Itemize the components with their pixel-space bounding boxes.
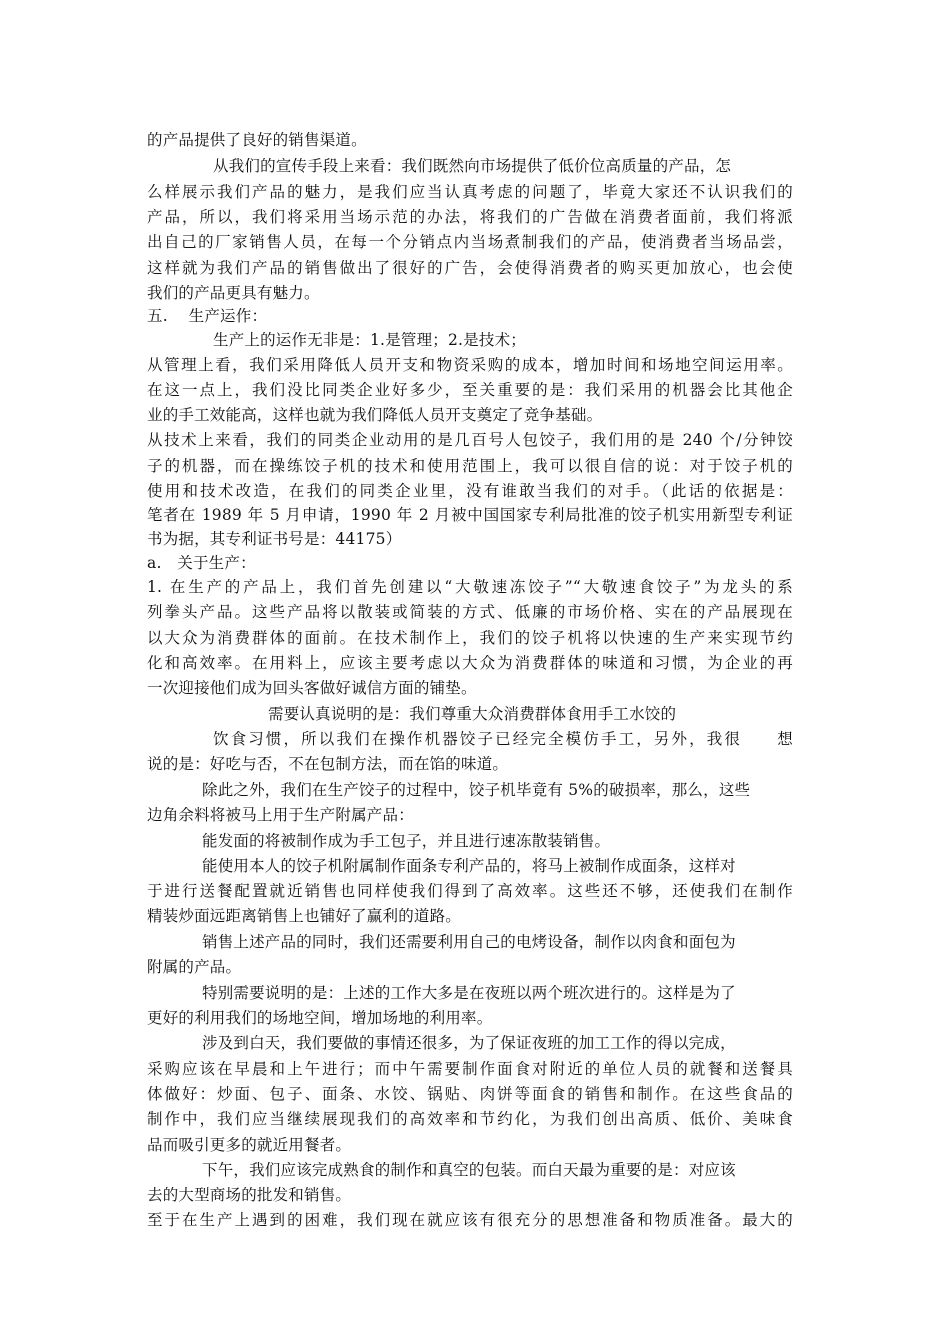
text-line: 去的大型商场的批发和销售。 (147, 1186, 352, 1204)
text-line: 子的机器，而在操练饺子机的技术和使用范围上，我可以很自信的说：对于饺子机的 (147, 457, 793, 475)
text-line: 一次迎接他们成为回头客做好诚信方面的铺垫。 (147, 679, 477, 697)
text-line: 从我们的宣传手段上来看：我们既然向市场提供了低价位高质量的产品，怎 (213, 157, 732, 175)
text-line: 使用和技术改造，在我们的同类企业里，没有谁敢当我们的对手。（此话的依据是： (147, 482, 793, 500)
text-line: 附属的产品。 (147, 958, 242, 976)
text-line: 生产上的运作无非是：1.是管理；2.是技术； (213, 331, 526, 349)
text-line: 列拳头产品。这些产品将以散装或简装的方式、低廉的市场价格、实在的产品展现在 (147, 603, 793, 621)
text-line: 更好的利用我们的场地空间，增加场地的利用率。 (147, 1009, 493, 1027)
text-line: 需要认真说明的是：我们尊重大众消费群体食用手工水饺的 (268, 705, 677, 723)
text-line: 下午，我们应该完成熟食的制作和真空的包装。而白天最为重要的是：对应该 (202, 1161, 736, 1179)
text-line: 能使用本人的饺子机附属制作面条专利产品的，将马上被制作成面条，这样对 (202, 857, 736, 875)
text-line: 出自己的厂家销售人员，在每一个分销点内当场煮制我们的产品，使消费者当场品尝， (147, 233, 793, 251)
text-line: 品而吸引更多的就近用餐者。 (147, 1136, 352, 1154)
section-heading: 五. 生产运作： (147, 307, 268, 325)
text-line: 以大众为消费群体的面前。在技术制作上，我们的饺子机将以快速的生产来实现节约 (147, 629, 793, 647)
text-line: 从技术上来看，我们的同类企业动用的是几百号人包饺子，我们用的是 240 个/分钟饺 (147, 431, 793, 449)
text-line: 精装炒面远距离销售上也铺好了赢利的道路。 (147, 907, 462, 925)
text-line: 能发面的将被制作成为手工包子，并且进行速冻散装销售。 (202, 832, 611, 850)
text-line: 体做好：炒面、包子、面条、水饺、锅贴、肉饼等面食的销售和制作。在这些食品的 (147, 1085, 793, 1103)
subsection-heading: a. 关于生产： (147, 554, 256, 572)
text-line: 于进行送餐配置就近销售也同样使我们得到了高效率。这些还不够，还使我们在制作 (147, 882, 793, 900)
text-line: 书为据，其专利证书号是：44175） (147, 530, 402, 548)
text-line: 边角余料将被马上用于生产附属产品： (147, 806, 414, 824)
text-line: 的产品提供了良好的销售渠道。 (147, 131, 367, 149)
text-line: 特别需要说明的是：上述的工作大多是在夜班以两个班次进行的。这样是为了 (202, 984, 736, 1002)
text-line: 说的是：好吃与否，不在包制方法，而在馅的味道。 (147, 755, 509, 773)
text-line: 涉及到白天，我们要做的事情还很多，为了保证夜班的加工工作的得以完成， (202, 1034, 736, 1052)
text-line: 饮食习惯，所以我们在操作机器饺子已经完全模仿手工，另外，我很 想 (213, 730, 793, 748)
text-line: 销售上述产品的同时，我们还需要利用自己的电烤设备，制作以肉食和面包为 (202, 933, 736, 951)
text-line: 采购应该在早晨和上午进行；而中午需要制作面食对附近的单位人员的就餐和送餐具 (147, 1060, 793, 1078)
text-line: 笔者在 1989 年 5 月申请，1990 年 2 月被中国国家专利局批准的饺子机实用新型专利证 (147, 506, 793, 524)
text-line: 我们的产品更具有魅力。 (147, 284, 320, 302)
text-line: 至于在生产上遇到的困难，我们现在就应该有很充分的思想准备和物质准备。最大的 (147, 1211, 793, 1229)
text-line: 从管理上看，我们采用降低人员开支和物资采购的成本，增加时间和场地空间运用率。 (147, 356, 793, 374)
text-line: 业的手工效能高，这样也就为我们降低人员开支奠定了竞争基础。 (147, 406, 603, 424)
text-line: 么样展示我们产品的魅力，是我们应当认真考虑的问题了，毕竟大家还不认识我们的 (147, 183, 793, 201)
text-line: 这样就为我们产品的销售做出了很好的广告，会使得消费者的购买更加放心，也会使 (147, 259, 793, 277)
text-line: 产品，所以，我们将采用当场示范的办法，将我们的广告做在消费者面前，我们将派 (147, 208, 793, 226)
text-line: 除此之外，我们在生产饺子的过程中，饺子机毕竟有 5%的破损率，那么，这些 (202, 781, 751, 799)
text-line: 制作中，我们应当继续展现我们的高效率和节约化，为我们创出高质、低价、美味食 (147, 1110, 793, 1128)
text-line: 1. 在生产的产品上，我们首先创建以“大敬速冻饺子”“大敬速食饺子”为龙头的系 (147, 578, 793, 596)
text-line: 化和高效率。在用料上，应该主要考虑以大众为消费群体的味道和习惯，为企业的再 (147, 654, 793, 672)
text-line: 在这一点上，我们没比同类企业好多少，至关重要的是：我们采用的机器会比其他企 (147, 381, 793, 399)
